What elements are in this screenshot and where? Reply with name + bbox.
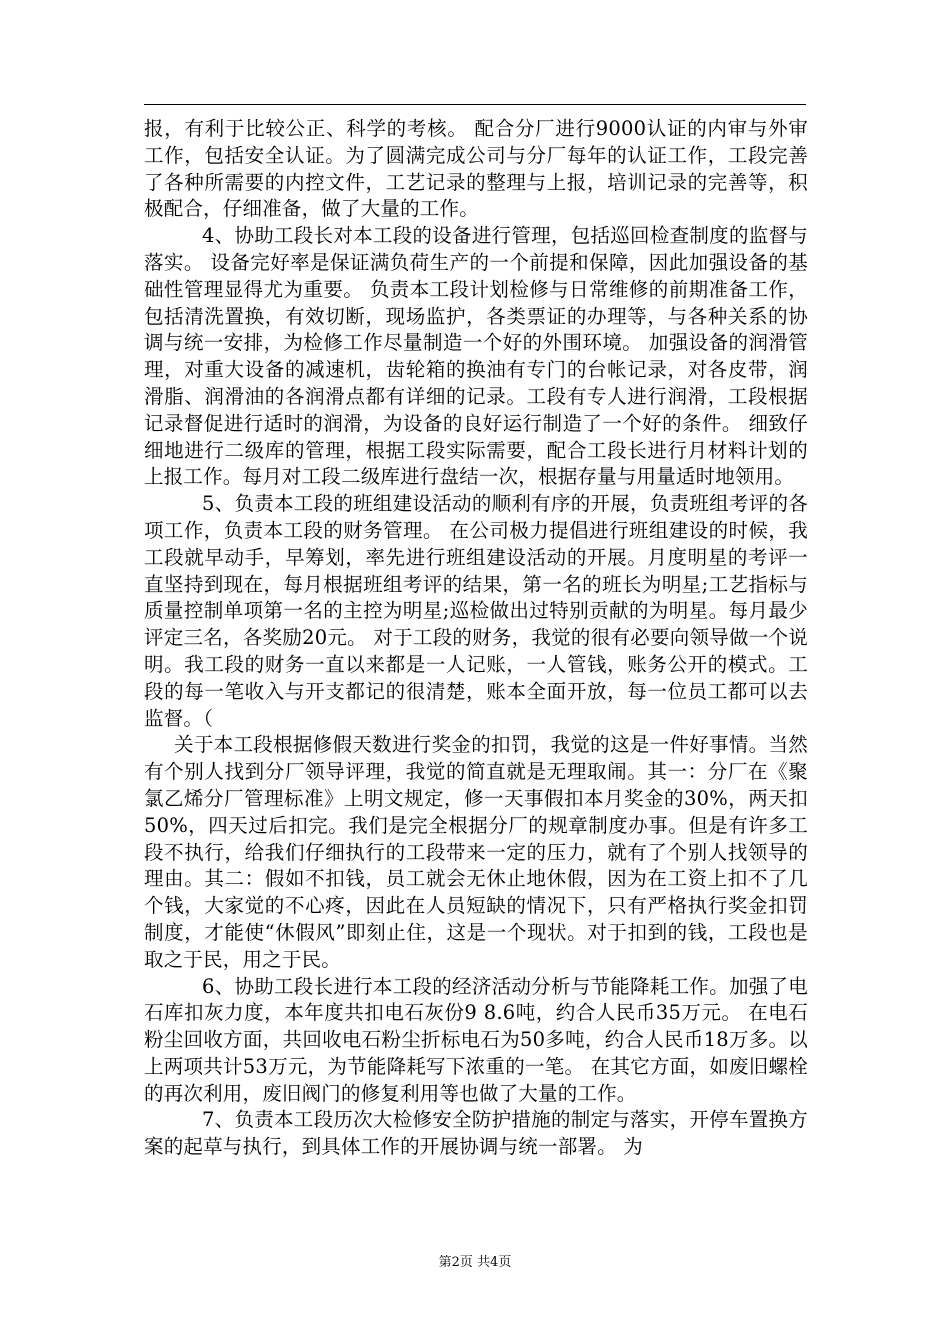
page-number-footer: 第2页 共4页 [438,1255,512,1270]
paragraph-3: 5、负责本工段的班组建设活动的顺利有序的开展，负责班组考评的各项工作，负责本工段的财务管理。 在公司极力提倡进行班组建设的时候，我工段就早动手，早筹划，率先进行班组建设活动的开展。月度明星的考评一直坚持到现在，每月根据班组考评的结果，第一名的班长为明星;工艺指标与质量控制单项第一名的主控为明星;巡检做出过特别贡献的为明星。每月最少评定三名，各奖励20元。 对于工段的财务，我觉的很有必要向领导做一个说明。我工段的财务一直以来都是一人记账，一人管钱，账务公开的模式。工段的每一笔收入与开支都记的很清楚，账本全面开放，每一位员工都可以去监督。（ [144,492,808,730]
paragraph-6: 7、负责本工段历次大检修安全防护措施的制定与落实，开停车置换方案的起草与执行，到具体工作的开展协调与统一部署。 为 [144,1108,808,1159]
header-rule [144,104,806,105]
paragraph-1: 报，有利于比较公正、科学的考核。 配合分厂进行9000认证的内审与外审工作，包括安全认证。为了圆满完成公司与分厂每年的认证工作，工段完善了各种所需要的内控文件，工艺记录的整理与上报，培训记录的完善等，积极配合，仔细准备，做了大量的工作。 [144,117,808,221]
paragraph-4: 关于本工段根据修假天数进行奖金的扣罚，我觉的这是一件好事情。当然有个别人找到分厂领导评理，我觉的简直就是无理取闹。其一：分厂在《聚氯乙烯分厂管理标准》上明文规定，修一天事假扣本月奖金的30%，两天扣50%，四天过后扣完。我们是完全根据分厂的规章制度办事。但是有许多工段不执行，给我们仔细执行的工段带来一定的压力，就有了个别人找领导的理由。其二：假如不扣钱，员工就会无休止地休假，因为在工资上扣不了几个钱，大家觉的不心疼，因此在人员短缺的情况下，只有严格执行奖金扣罚制度，才能使“休假风”即刻止住，这是一个现状。对于扣到的钱，工段也是取之于民，用之于民。 [144,733,808,971]
document-body [144,116,808,1161]
paragraph-2: 4、协助工段长对本工段的设备进行管理，包括巡回检查制度的监督与落实。 设备完好率是保证满负荷生产的一个前提和保障，因此加强设备的基础性管理显得尤为重要。 负责本工段计划检修与日常维修的前期准备工作，包括清洗置换，有效切断，现场监护，各类票证的办理等，与各种关系的协调与统一安排，为检修工作尽量制造一个好的外围环境。 加强设备的润滑管理，对重大设备的减速机，齿轮箱的换油有专门的台帐记录，对各皮带，润滑脂、润滑油的各润滑点都有详细的记录。工段有专人进行润滑，工段根据记录督促进行适时的润滑，为设备的良好运行制造了一个好的条件。 细致仔细地进行二级库的管理，根据工段实际需要，配合工段长进行月材料计划的上报工作。每月对工段二级库进行盘结一次，根据存量与用量适时地领用。 [144,224,808,489]
paragraph-5: 6、协助工段长进行本工段的经济活动分析与节能降耗工作。加强了电石库扣灰力度，本年度共扣电石灰份9 8.6吨，约合人民币35万元。 在电石粉尘回收方面，共回收电石粉尘折标电石为50多吨，约合人民币18万多。以上两项共计53万元，为节能降耗写下浓重的一笔。 在其它方面，如废旧螺栓的再次利用，废旧阀门的修复利用等也做了大量的工作。 [144,974,808,1105]
